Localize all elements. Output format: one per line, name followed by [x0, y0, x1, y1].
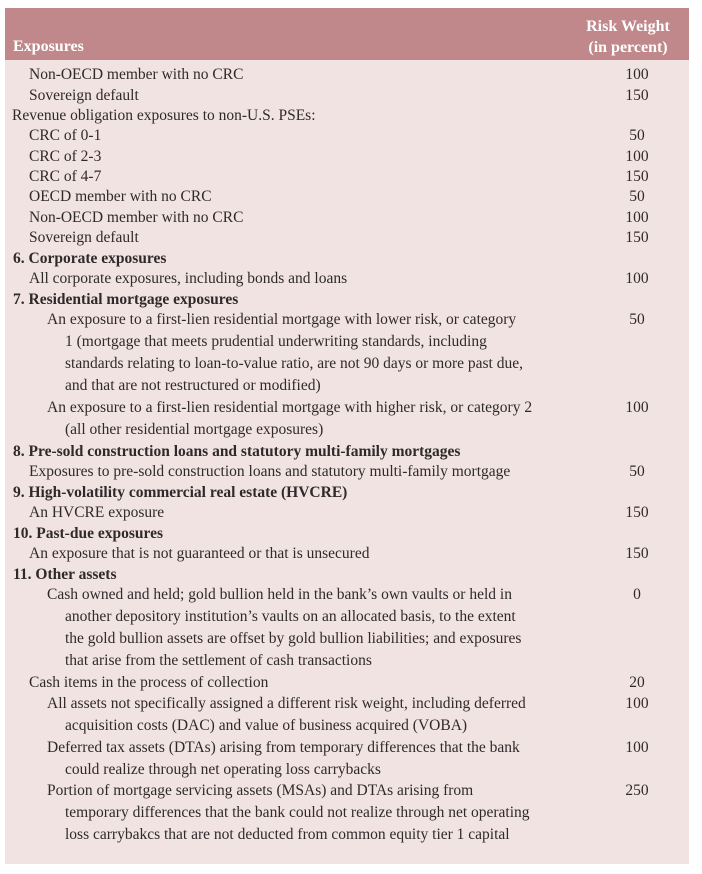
row-value: 50 — [629, 127, 645, 144]
row-value: 150 — [625, 504, 649, 521]
row-label: An exposure to a first-lien residential mortgage with higher risk, or category 2 (all other residential mortgage exposures) — [47, 399, 533, 438]
row-value: 100 — [625, 399, 649, 416]
row-label: CRC of 2-3 — [29, 148, 102, 165]
row-value: 50 — [629, 311, 645, 328]
row-value: 150 — [625, 168, 649, 185]
row-label: CRC of 0-1 — [29, 127, 102, 144]
row-label: All assets not specifically assigned a different risk weight, including deferred acquisition costs (DAC) and value of business acquired (VOBA) — [47, 695, 526, 734]
category-heading: 10. Past-due exposures — [13, 525, 163, 542]
row-value: 50 — [629, 188, 645, 205]
row-value: 150 — [625, 229, 649, 246]
row-value: 100 — [625, 209, 649, 226]
row-label: Deferred tax assets (DTAs) arising from temporary differences that the bank could realize through net operating loss carrybacks — [47, 739, 520, 778]
category-heading: 11. Other assets — [13, 566, 117, 583]
row-label: An exposure that is not guaranteed or that is unsecured — [29, 545, 370, 562]
row-label: Portion of mortgage servicing assets (MSAs) and DTAs arising from temporary differences that the bank could not realize through net operating loss carrybakcs that are not deducted from common equity tier 1 capital — [47, 782, 530, 843]
row-label: Sovereign default — [29, 229, 139, 246]
row-value: 100 — [625, 695, 649, 712]
row-value: 50 — [629, 463, 645, 480]
row-value: 0 — [633, 586, 641, 603]
category-heading: 8. Pre-sold construction loans and statutory multi-family mortgages — [13, 443, 461, 460]
row-label: An exposure to a first-lien residential mortgage with lower risk, or category 1 (mortgage that meets prudential underwriting standards, including standards relating to loan-to-value ratio, are not 90 days or more past due, and that are not restructured or modified) — [47, 311, 523, 394]
row-label: All corporate exposures, including bonds and loans — [29, 270, 348, 287]
risk-weight-table — [5, 8, 689, 864]
row-label: CRC of 4-7 — [29, 168, 102, 185]
row-value: 100 — [625, 270, 649, 287]
row-value: 150 — [625, 545, 649, 562]
table-header — [5, 8, 689, 60]
row-label: Cash items in the process of collection — [29, 674, 269, 691]
risk-weight-header-line1: Risk Weight — [586, 18, 670, 35]
row-label: Cash owned and held; gold bullion held in the bank’s own vaults or held in another depository institution’s vaults on an allocated basis, to the extent the gold bullion assets are offset by gold bullion liabilities; and exposures that arise from the settlement of cash transactions — [47, 586, 522, 669]
row-label: Exposures to pre-sold construction loans and statutory multi-family mortgage — [29, 463, 511, 480]
risk-weight-header-line2: (in percent) — [588, 39, 668, 56]
row-label: Sovereign default — [29, 87, 139, 104]
row-label: An HVCRE exposure — [29, 504, 165, 521]
row-value: 100 — [625, 148, 649, 165]
risk-weight-column-header — [573, 16, 683, 58]
category-heading: 6. Corporate exposures — [13, 250, 167, 267]
row-label: Non-OECD member with no CRC — [29, 209, 244, 226]
row-value: 20 — [629, 674, 645, 691]
row-value: 250 — [625, 782, 649, 799]
exposures-column-header: Exposures — [13, 38, 84, 55]
category-heading: 9. High-volatility commercial real estate (HVCRE) — [13, 484, 348, 501]
row-label: OECD member with no CRC — [29, 188, 212, 205]
row-label: Revenue obligation exposures to non-U.S. PSEs: — [12, 107, 316, 124]
row-value: 100 — [625, 739, 649, 756]
row-value: 150 — [625, 87, 649, 104]
row-label: Non-OECD member with no CRC — [29, 66, 244, 83]
row-value: 100 — [625, 66, 649, 83]
category-heading: 7. Residential mortgage exposures — [13, 291, 239, 308]
